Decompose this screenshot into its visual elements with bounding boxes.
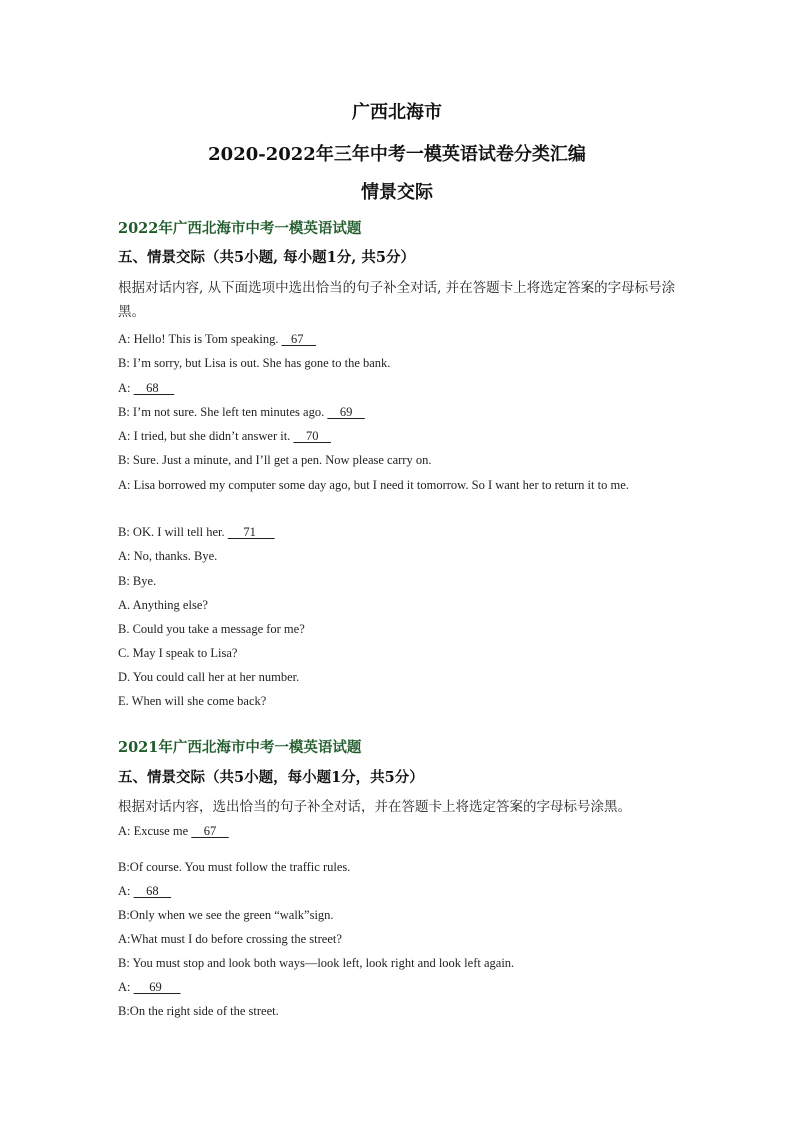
- title-city: 广西北海市: [352, 102, 442, 123]
- answer-blank: 68: [133, 381, 175, 395]
- answer-blank: 67: [281, 332, 316, 346]
- option-c: C. May I speak to Lisa?: [118, 646, 238, 660]
- dialogue-line: A:What must I do before crossing the street?: [118, 932, 342, 946]
- dialogue-line: A: Excuse me 67: [118, 824, 229, 838]
- dialogue-line: A: 68: [118, 884, 172, 898]
- dialogue-line: A: No, thanks. Bye.: [118, 549, 218, 563]
- dialogue-line: B:Of course. You must follow the traffic rules.: [118, 860, 351, 874]
- dialogue-line: B: Bye.: [118, 574, 157, 588]
- part-heading-2022: 五、情景交际（共5小题, 每小题1分, 共5分）: [118, 249, 415, 266]
- answer-blank: 71: [227, 525, 275, 539]
- option-b: B. Could you take a message for me?: [118, 622, 305, 636]
- dialogue-line: B: I’m sorry, but Lisa is out. She has gone to the bank.: [118, 356, 391, 370]
- dialogue-line: B:Only when we see the green “walk”sign.: [118, 908, 334, 922]
- dialogue-line: A: I tried, but she didn’t answer it. 70: [118, 429, 331, 443]
- title-collection: 2020-2022年三年中考一模英语试卷分类汇编: [208, 144, 586, 165]
- dialogue-line: A: Hello! This is Tom speaking. 67: [118, 332, 316, 346]
- dialogue-line: B: Sure. Just a minute, and I’ll get a pen. Now please carry on.: [118, 453, 432, 467]
- title-topic: 情景交际: [361, 182, 433, 203]
- dialogue-line: B:On the right side of the street.: [118, 1004, 279, 1018]
- answer-blank: 70: [293, 429, 331, 443]
- option-a: A. Anything else?: [118, 598, 208, 612]
- answer-blank: 68: [133, 884, 172, 898]
- instruction-2021: 根据对话内容，选出恰当的句子补全对话，并在答题卡上将选定答案的字母标号涂黑。: [118, 799, 631, 815]
- part-heading-2021: 五、情景交际（共5小题，每小题1分，共5分）: [118, 769, 424, 786]
- dialogue-line: A: 69: [118, 980, 181, 994]
- dialogue-line: A: 68: [118, 381, 175, 395]
- answer-blank: 69: [327, 405, 365, 419]
- section-heading-2021: 2021年广西北海市中考一模英语试题: [118, 739, 362, 756]
- dialogue-line: B: I’m not sure. She left ten minutes ago. 69: [118, 405, 365, 419]
- answer-blank: 67: [191, 824, 229, 838]
- instruction-2022: 根据对话内容, 从下面选项中选出恰当的句子补全对话, 并在答题卡上将选定答案的字母标号涂黑。: [118, 280, 676, 320]
- dialogue-line: B: You must stop and look both ways—look left, look right and look left again.: [118, 956, 515, 970]
- option-d: D. You could call her at her number.: [118, 670, 300, 684]
- dialogue-line: A: Lisa borrowed my computer some day ago, but I need it tomorrow. So I want her to return it to me.: [118, 478, 629, 492]
- answer-blank: 69: [133, 980, 181, 994]
- section-heading-2022: 2022年广西北海市中考一模英语试题: [118, 220, 362, 237]
- option-e: E. When will she come back?: [118, 694, 267, 708]
- dialogue-line: B: OK. I will tell her. 71: [118, 525, 275, 539]
